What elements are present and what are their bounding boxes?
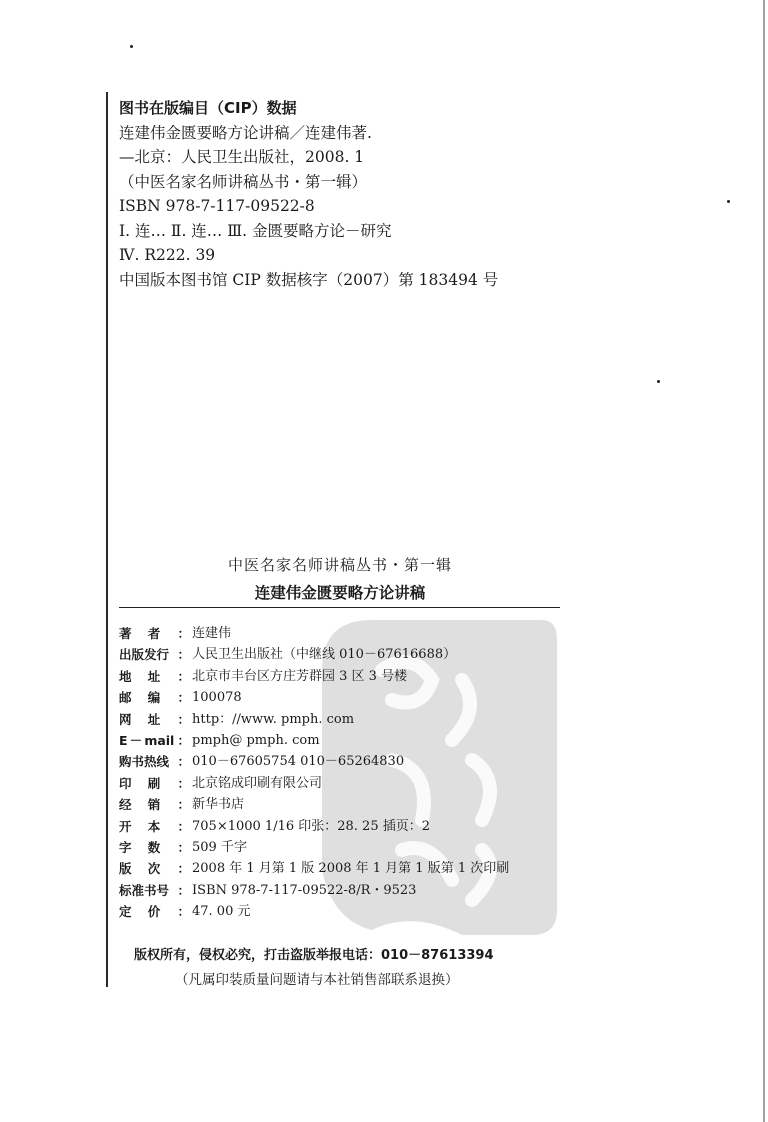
left-margin-rule — [106, 92, 108, 987]
info-row — [119, 666, 509, 687]
info-row — [119, 773, 509, 794]
copyright-notice: 版权所有，侵权必究，打击盗版举报电话：010－87613394 — [134, 948, 494, 963]
info-label: 版 次 ： — [119, 861, 190, 877]
info-row — [119, 751, 509, 772]
cip-line: —北京：人民卫生出版社，2008. 1 — [119, 148, 365, 166]
info-label: 地 址 ： — [119, 668, 190, 684]
info-value: 北京铭成印刷有限公司 — [192, 775, 323, 791]
cip-line: ISBN 978-7-117-09522-8 — [119, 197, 315, 215]
info-value: http：//www. pmph. com — [192, 711, 355, 727]
speck — [657, 380, 660, 383]
info-value: pmph@ pmph. com — [192, 733, 320, 749]
info-row — [119, 623, 509, 644]
info-value: 100078 — [192, 690, 242, 706]
info-label: 定 价 ： — [119, 904, 190, 920]
info-label: 网 址 ： — [119, 711, 190, 727]
info-value: 人民卫生出版社（中继线 010－67616688） — [192, 647, 457, 663]
info-label: 邮 编 ： — [119, 690, 190, 706]
cip-line: Ⅳ. R222. 39 — [119, 246, 216, 264]
info-row — [119, 816, 509, 837]
info-value: ISBN 978-7-117-09522-8/R・9523 — [192, 882, 417, 898]
info-row — [119, 794, 509, 815]
info-row — [119, 837, 509, 858]
book-title: 连建伟金匮要略方论讲稿 — [254, 584, 426, 602]
info-label: 印 刷 ： — [119, 775, 190, 791]
info-value: 北京市丰台区方庄芳群园 3 区 3 号楼 — [192, 668, 408, 684]
info-label: 购书热线 ： — [119, 754, 190, 770]
info-value: 509 千字 — [192, 840, 247, 856]
info-row — [119, 687, 509, 708]
info-value: 连建伟 — [192, 626, 232, 641]
cip-line: （中医名家名师讲稿丛书・第一辑） — [119, 172, 368, 191]
info-label: 经 销 ： — [119, 797, 190, 813]
info-row — [119, 709, 509, 730]
info-row — [119, 858, 509, 879]
info-label: 著 者 ： — [119, 626, 190, 641]
info-label: 出版发行 ： — [119, 647, 190, 663]
cip-heading: 图书在版编目（CIP）数据 — [119, 99, 297, 117]
title-divider — [119, 607, 560, 608]
cip-block — [119, 96, 498, 292]
cip-line: 中国版本图书馆 CIP 数据核字（2007）第 183494 号 — [119, 270, 499, 289]
publication-info — [119, 623, 509, 923]
info-value: 新华书店 — [192, 797, 245, 813]
info-row — [119, 880, 509, 901]
info-row — [119, 730, 509, 751]
info-row — [119, 901, 509, 922]
speck — [727, 200, 730, 203]
info-value: 010－67605754 010－65264830 — [192, 754, 405, 770]
info-row — [119, 644, 509, 665]
info-label: E － mail ： — [119, 733, 190, 749]
info-label: 开 本 ： — [119, 818, 190, 834]
speck — [130, 45, 133, 48]
cip-line: Ⅰ. 连… Ⅱ. 连… Ⅲ. 金匮要略方论－研究 — [119, 221, 392, 240]
info-value: 2008 年 1 月第 1 版 2008 年 1 月第 1 版第 1 次印刷 — [192, 861, 510, 877]
series-title: 中医名家名师讲稿丛书・第一辑 — [227, 556, 452, 574]
cip-line: 连建伟金匮要略方论讲稿／连建伟著. — [119, 123, 372, 142]
info-label: 标准书号 ： — [119, 882, 190, 898]
info-value: 47. 00 元 — [192, 904, 251, 920]
info-label: 字 数 ： — [119, 840, 190, 856]
return-policy-note: （凡属印装质量问题请与本社销售部联系退换） — [175, 972, 459, 988]
info-value: 705×1000 1/16 印张：28. 25 插页：2 — [192, 818, 430, 834]
right-scan-edge — [763, 0, 765, 1122]
